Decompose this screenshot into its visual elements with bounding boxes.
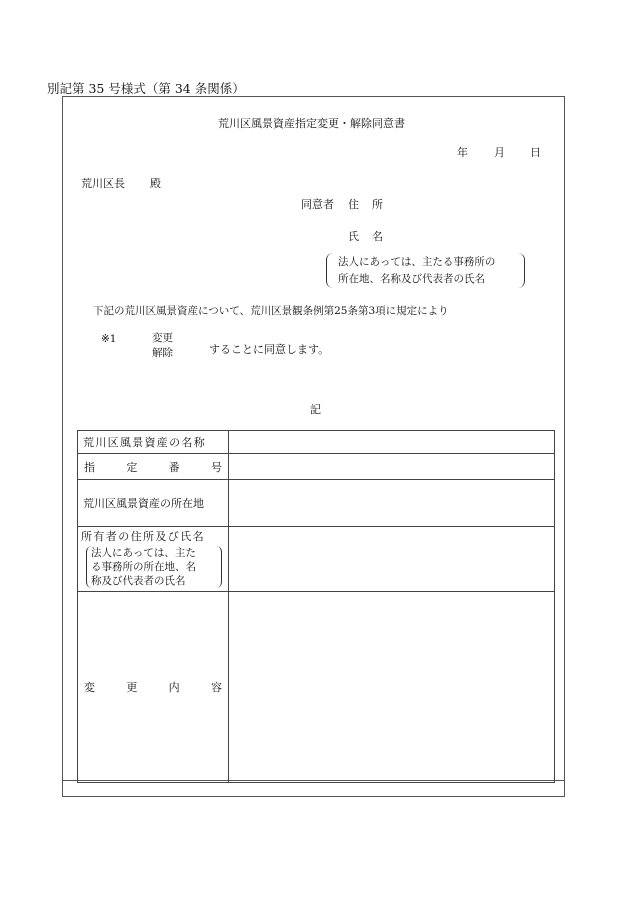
owner-label-cell xyxy=(78,527,229,592)
body-text: 下記の荒川区風景資産について、荒川区景観条例第25条第3項に規定により xyxy=(93,305,449,317)
owner-corporate-note xyxy=(86,546,222,588)
table-row-owner xyxy=(78,527,555,592)
name-label-2: 名 xyxy=(372,230,383,243)
designation-number-label xyxy=(78,459,228,475)
designation-number-char: 定 xyxy=(126,460,138,474)
addressee-honorific: 殿 xyxy=(150,177,161,190)
change-details-value[interactable] xyxy=(229,592,555,783)
change-details-label xyxy=(78,679,228,695)
change-details-char: 容 xyxy=(210,681,222,694)
note-mark: ※1 xyxy=(101,333,117,345)
owner-value[interactable] xyxy=(229,527,555,592)
option-release: 解除 xyxy=(152,347,173,359)
asset-name-label-cell xyxy=(78,431,229,454)
table-row-changes xyxy=(78,592,555,783)
date-year: 年 xyxy=(457,146,468,159)
asset-name-label: 荒川区風景資産の名称 xyxy=(83,436,206,449)
addressee-name: 荒川区長 xyxy=(81,177,125,190)
owner-note-line: 称及び代表者の氏名 xyxy=(91,575,186,587)
change-release-options xyxy=(152,331,173,361)
change-details-char: 変 xyxy=(84,681,95,694)
asset-location-value[interactable] xyxy=(229,480,555,527)
consenter-label: 同意者 xyxy=(301,198,334,211)
designation-number-char: 指 xyxy=(84,460,95,474)
date-month: 月 xyxy=(494,146,505,159)
asset-location-label: 荒川区風景資産の所在地 xyxy=(83,497,204,510)
option-change: 変更 xyxy=(152,332,173,344)
designation-number-value[interactable] xyxy=(229,454,555,480)
form-number-label: 別記第 35 号様式（第 34 条関係） xyxy=(47,81,245,96)
address-label-2: 所 xyxy=(372,198,383,211)
consent-text: することに同意します。 xyxy=(209,343,330,356)
change-details-char: 内 xyxy=(168,681,180,694)
asset-name-value[interactable] xyxy=(229,431,555,454)
designation-number-char: 号 xyxy=(210,460,222,474)
name-label-1: 氏 xyxy=(348,230,359,243)
corporate-note-line-1: 法人にあっては、主たる事務所の xyxy=(338,256,496,268)
change-details-label-cell xyxy=(78,592,229,783)
table-row-number xyxy=(78,454,555,480)
asset-location-label-cell xyxy=(78,480,229,527)
details-table xyxy=(77,430,555,783)
table-row-name xyxy=(78,431,555,454)
ki-heading: 記 xyxy=(310,403,321,416)
designation-number-char: 番 xyxy=(168,460,180,474)
address-label-1: 住 xyxy=(348,198,359,211)
change-details-char: 更 xyxy=(126,681,138,694)
table-row-location xyxy=(78,480,555,527)
owner-note-line: る事務所の所在地、名 xyxy=(91,561,196,573)
owner-label: 所有者の住所及び氏名 xyxy=(81,530,205,543)
designation-number-label-cell xyxy=(78,454,229,480)
document-title: 荒川区風景資産指定変更・解除同意書 xyxy=(218,117,405,130)
date-day: 日 xyxy=(530,146,541,159)
corporate-note xyxy=(338,254,495,288)
owner-note-line: 法人にあっては、主た xyxy=(91,547,196,559)
corporate-note-line-2: 所在地、名称及び代表者の氏名 xyxy=(338,273,485,285)
